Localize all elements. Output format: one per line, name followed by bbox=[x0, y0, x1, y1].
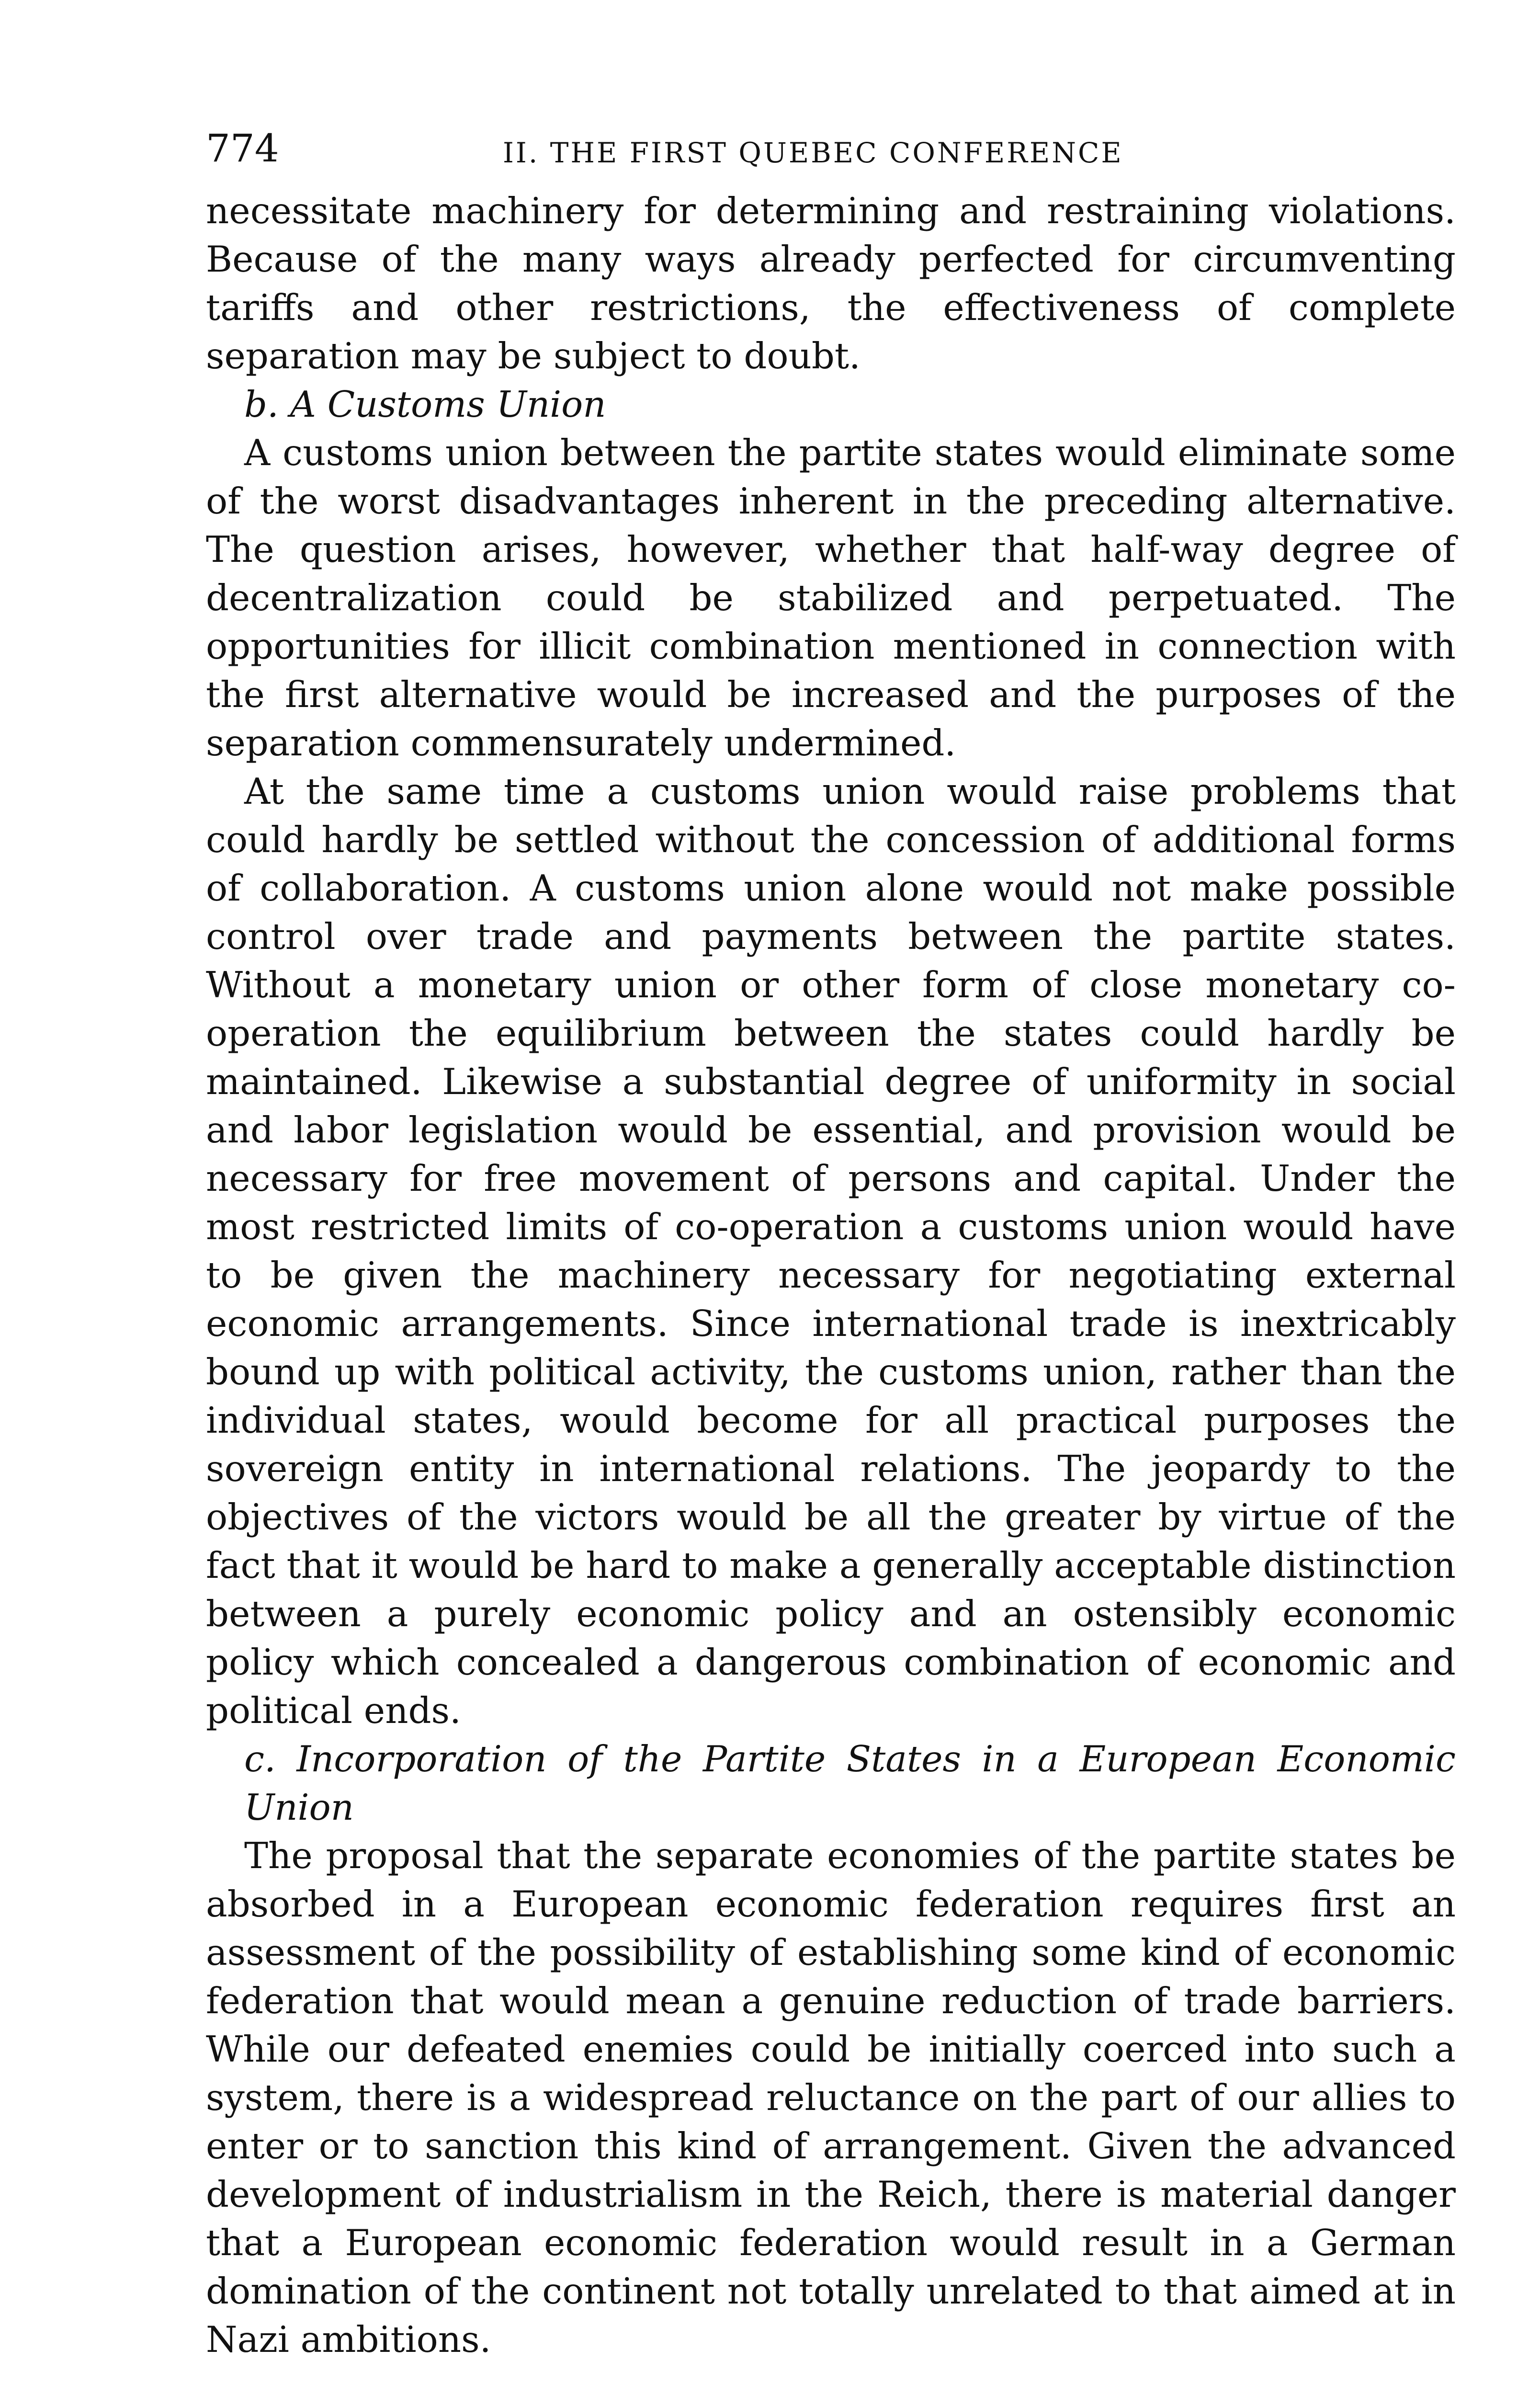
paragraph-customs-union: A customs union between the partite states would eliminate some of the worst disadvantages inherent in the preceding alternative. The question arises, however, whether that half-way degree of decentralization could be stabilized and perpetuated. The opportunities for illicit combination mentioned in connection with the first alternative would be increased and the purposes of the separation commensurately undermined. bbox=[206, 432, 1456, 764]
section-heading-b: b. A Customs Union bbox=[244, 383, 606, 425]
body-text bbox=[206, 187, 1456, 2364]
page-number: 774 bbox=[206, 126, 279, 171]
page-header bbox=[206, 126, 1456, 187]
running-head: II. THE FIRST QUEBEC CONFERENCE bbox=[503, 137, 1123, 169]
document-page bbox=[206, 126, 1456, 2364]
section-heading-c: c. Incorporation of the Partite States in a European Economic Union bbox=[244, 1738, 1456, 1828]
paragraph-european-federation: The proposal that the separate economies of the partite states be absorbed in a European economic federation requires first an assessment of the possibility of establishing some kind of economic federation that would mean a genuine reduction of trade barriers. While our defeated enemies could be initially coerced into such a system, there is a widespread reluctance on the part of our allies to enter or to sanction this kind of arrangement. Given the advanced development of industrialism in the Reich, there is material danger that a European economic federation would result in a German domination of the continent not totally unrelated to that aimed at in Nazi ambitions. bbox=[206, 1835, 1456, 2361]
paragraph-continuation: necessitate machinery for determining and restraining violations. Because of the many ways already perfected for circumventing tariffs and other restrictions, the effectiveness of complete separation may be subject to doubt. bbox=[206, 190, 1456, 377]
paragraph-customs-union-problems: At the same time a customs union would raise problems that could hardly be settled without the concession of additional forms of collaboration. A customs union alone would not make possible control over trade and payments between the partite states. Without a monetary union or other form of close monetary co-operation the equilibrium between the states could hardly be maintained. Likewise a substantial degree of uniformity in social and labor legislation would be essential, and provision would be necessary for free movement of persons and capital. Under the most restricted limits of co-operation a customs union would have to be given the machinery necessary for negotiating external economic arrangements. Since international trade is inextricably bound up with political activity, the customs union, rather than the individual states, would become for all practical purposes the sovereign entity in international relations. The jeopardy to the objectives of the victors would be all the greater by virtue of the fact that it would be hard to make a generally acceptable distinction between a purely economic policy and an ostensibly economic policy which concealed a dangerous combination of economic and political ends. bbox=[206, 770, 1456, 1732]
